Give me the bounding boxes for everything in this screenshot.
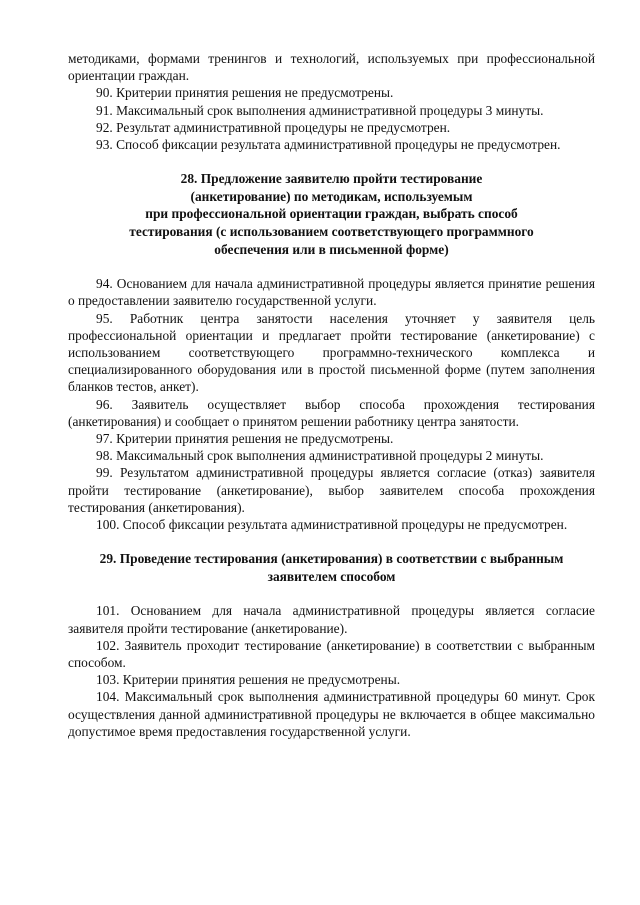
- paragraph-96: 96. Заявитель осуществляет выбор способа прохождения тестирования (анкетирования) и сообщает о принятом решении работнику центра занятости.: [68, 396, 595, 429]
- heading-line: тестирования (с использованием соответствующего программного: [129, 224, 534, 239]
- paragraph-102: 102. Заявитель проходит тестирование (анкетирование) в соответствии с выбранным способом.: [68, 637, 595, 671]
- section-29-heading: [68, 550, 595, 585]
- heading-line: обеспечения или в письменной форме): [214, 241, 449, 257]
- paragraph-91: 91. Максимальный срок выполнения административной процедуры 3 минуты.: [96, 102, 544, 118]
- heading-line: (анкетирование) по методикам, используемым: [190, 188, 473, 204]
- paragraph-94: 94. Основанием для начала административной процедуры является принятие решения о предоставлении заявителю государственной услуги.: [68, 276, 595, 309]
- heading-line: заявителем способом: [267, 568, 396, 584]
- section-28-body: [68, 275, 595, 533]
- paragraph-97: 97. Критерии принятия решения не предусмотрены.: [96, 431, 394, 447]
- paragraph-101: 101. Основанием для начала административной процедуры является согласие заявителя пройти тестирование (анкетирование).: [68, 603, 595, 636]
- heading-line: 28. Предложение заявителю пройти тестирование: [180, 171, 483, 187]
- section-28-heading: [68, 170, 595, 258]
- section-29-body: [68, 602, 595, 740]
- paragraph-98: 98. Максимальный срок выполнения административной процедуры 2 минуты.: [96, 448, 544, 464]
- paragraph-95: 95. Работник центра занятости населения уточняет у заявителя цель профессиональной ориентации и предлагает пройти тестирование (анкетирование) с использованием соответствующего программно-технического комплекса и специализированного оборудования или в простой письменной форме (путем заполнения бланков тестов, анкет).: [68, 310, 595, 395]
- paragraph-continuation: методиками, формами тренингов и технологий, используемых при профессиональной ориентации граждан.: [68, 51, 595, 84]
- heading-line: при профессиональной ориентации граждан, выбрать способ: [145, 206, 518, 222]
- paragraph-93: 93. Способ фиксации результата административной процедуры не предусмотрен.: [96, 137, 561, 153]
- paragraph-90: 90. Критерии принятия решения не предусмотрены.: [96, 85, 394, 101]
- paragraph-104: 104. Максимальный срок выполнения административной процедуры 60 минут. Срок осуществления данной административной процедуры не включается в общее максимально допустимое время предоставления государственной услуги.: [68, 689, 595, 739]
- paragraph-100: 100. Способ фиксации результата административной процедуры не предусмотрен.: [96, 517, 568, 533]
- paragraph-103: 103. Критерии принятия решения не предусмотрены.: [96, 672, 401, 688]
- heading-line: 29. Проведение тестирования (анкетирования) в соответствии с выбранным: [99, 551, 564, 567]
- paragraph-99: 99. Результатом административной процедуры является согласие (отказ) заявителя пройти тестирование (анкетирование), выбор заявителем способа прохождения тестирования (анкетирования).: [68, 465, 595, 515]
- paragraph-92: 92. Результат административной процедуры не предусмотрен.: [96, 119, 451, 135]
